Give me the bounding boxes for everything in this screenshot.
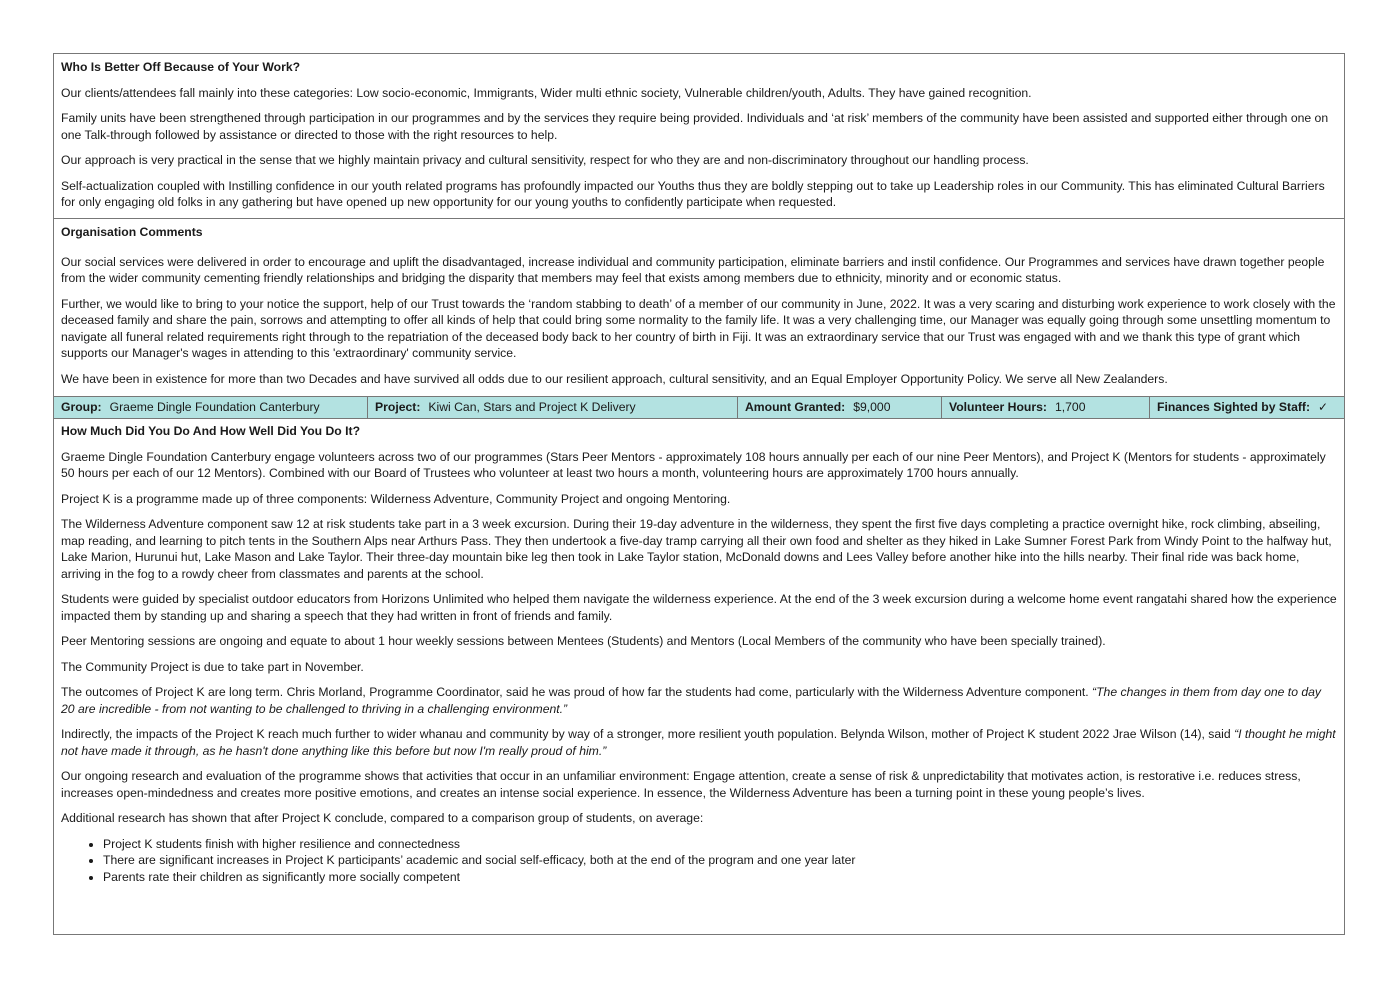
volunteer-hours-value: 1,700 <box>1054 400 1086 415</box>
group-value: Graeme Dingle Foundation Canterbury <box>109 400 320 415</box>
how-much-section <box>54 419 1344 890</box>
paragraph: Project K is a programme made up of three components: Wilderness Adventure, Community Project and ongoing Mentoring. <box>61 491 731 506</box>
paragraph <box>61 684 1337 717</box>
finances-sighted-label: Finances Sighted by Staff: <box>1157 400 1311 415</box>
paragraph: We have been in existence for more than two Decades and have survived all odds due to our resilient approach, cultural sensitivity, and an Equal Employer Opportunity Policy. We serve all New Zealanders. <box>61 371 1168 386</box>
volunteer-hours-label: Volunteer Hours: <box>949 400 1047 415</box>
paragraph: Peer Mentoring sessions are ongoing and equate to about 1 hour weekly sessions between Mentees (Students) and Mentors (Local Members of the community who have been specially trained). <box>61 634 1106 648</box>
paragraph: Students were guided by specialist outdoor educators from Horizons Unlimited who helped them navigate the wilderness experience. At the end of the 3 week excursion during a welcome home event rangatahi shared how the experience impacted them by standing up and sharing a speech that they had written in front of friends and family. <box>61 592 1337 623</box>
list-item: • There are significant increases in Project K participants’ academic and social self-efficacy, both at the end of the program and one year later <box>103 852 1337 869</box>
grant-info-bar <box>54 396 1344 419</box>
paragraph <box>61 726 1337 759</box>
amount-label: Amount Granted: <box>745 400 846 415</box>
report-frame <box>53 53 1345 935</box>
outcomes-list <box>61 836 1337 886</box>
checkmark-icon: ✓ <box>1318 400 1329 415</box>
project-label: Project: <box>375 400 421 415</box>
finances-sighted-cell <box>1150 397 1344 418</box>
paragraph: Our social services were delivered in order to encourage and uplift the disadvantaged, increase individual and community participation, eliminate barriers and instil confidence. Our Programmes and services have drawn together people from the wider community cementing friendly relationships and bridging the disparity that members may feel that exists among members due to ethnicity, minority and or economic status. <box>61 254 1325 285</box>
paragraph: Family units have been strengthened through participation in our programmes and by the services they require being provided. Individuals and ‘at risk’ members of the community have been assisted and supported either through one on one Talk-through followed by assistance or directed to those with the right resources to help. <box>61 111 1329 142</box>
amount-value: $9,000 <box>853 400 891 415</box>
group-label: Group: <box>61 400 102 415</box>
paragraph: Our clients/attendees fall mainly into these categories: Low socio-economic, Immigrants, Wider multi ethnic society, Vulnerable children/youth, Adults. They have gained recognition. <box>61 85 1032 100</box>
project-cell <box>368 397 738 418</box>
section-heading: How Much Did You Do And How Well Did You Do It? <box>61 424 361 438</box>
paragraph: Self-actualization coupled with Instilling confidence in our youth related programs has profoundly impacted our Youths thus they are boldly stepping out to take up Leadership roles in our Community. This has eliminated Cultural Barriers for only engaging old folks in any gathering but have opened up new opportunity for our young youths to confidently participate when requested. <box>61 178 1325 209</box>
list-item: • Parents rate their children as significantly more socially competent <box>103 869 1337 886</box>
paragraph: The Wilderness Adventure component saw 12 at risk students take part in a 3 week excursion. During their 19-day adventure in the wilderness, they spent the first five days completing a practice overnight hike, rock climbing, abseiling, map reading, and learning to pitch tents in the Southern Alps near Arthurs Pass. They then undertook a five-day tramp carrying all their own food and shelter as they hiked in Lake Sumner Forest Park from Windy Point to the halfway hut, Lake Marion, Hurunui hut, Lake Mason and Lake Taylor. Their three-day mountain bike leg then took in Lake Taylor station, McDonald downs and Lees Valley before another hike into the hills nearby. Their final ride was back home, arriving in the fog to a rowdy cheer from classmates and parents at the school. <box>61 517 1332 581</box>
quote: “The changes in them from day one to day 20 are incredible - from not wanting to be challenged to thriving in a challenging environment.” <box>61 685 1322 716</box>
paragraph: Additional research has shown that after Project K conclude, compared to a comparison group of students, on average: <box>61 811 704 825</box>
organisation-comments-section <box>54 219 1344 396</box>
paragraph: The Community Project is due to take part in November. <box>61 659 364 674</box>
section-heading: Organisation Comments <box>61 225 203 239</box>
paragraph-text: Indirectly, the impacts of the Project K reach much further to wider whanau and community by way of a stronger, more resilient youth population. Belynda Wilson, mother of Project K student 2022 Jrae Wilson (14), said <box>61 727 1235 741</box>
paragraph: Our ongoing research and evaluation of the programme shows that activities that occur in an unfamiliar environment: Engage attention, create a sense of risk & unpredictability that motivates action, is restorative i.e. reduces stress, increases open-mindedness and creates more positive emotions, and creates an intense social experience. In essence, the Wilderness Adventure has been a turning point in these young people’s lives. <box>61 769 1301 800</box>
paragraph: Our approach is very practical in the sense that we highly maintain privacy and cultural sensitivity, respect for who they are and non-discriminatory throughout our handling process. <box>61 153 1029 167</box>
quote: “I thought he might not have made it through, as he hasn't done anything like this before but now I'm really proud of him.” <box>61 727 1336 758</box>
section-heading: Who Is Better Off Because of Your Work? <box>61 60 301 74</box>
paragraph: Further, we would like to bring to your notice the support, help of our Trust towards the ‘random stabbing to death’ of a member of our community in June, 2022. It was a very scaring and disturbing work experience to work closely with the deceased family and share the pain, sorrows and attempting to offer all kinds of help that could bring some normality to the family life. It was a very challenging time, our Manager was equally going through some unsettling momentum to navigate all funeral related requirements right through to the repatriation of the deceased body back to her country of birth in Fiji. It was an extraordinary service that our Trust was engaged with and we thank this type of grant which supports our Manager's wages in attending to this 'extraordinary' community service. <box>61 296 1336 360</box>
amount-cell <box>738 397 942 418</box>
list-item: • Project K students finish with higher resilience and connectedness <box>103 836 1337 853</box>
group-cell <box>54 397 368 418</box>
who-better-off-section <box>54 54 1344 219</box>
paragraph-text: The outcomes of Project K are long term. Chris Morland, Programme Coordinator, said he was proud of how far the students had come, particularly with the Wilderness Adventure component. <box>61 685 1093 699</box>
project-value: Kiwi Can, Stars and Project K Delivery <box>428 400 636 415</box>
volunteer-hours-cell <box>942 397 1150 418</box>
paragraph: Graeme Dingle Foundation Canterbury engage volunteers across two of our programmes (Stars Peer Mentors - approximately 108 hours annually per each of our nine Peer Mentors), and Project K (Mentors for students - approximately 50 hours per each of our 12 Mentors). Combined with our Board of Trustees who volunteer at least two hours a month, volunteering hours are approximately 1700 hours annually. <box>61 449 1326 480</box>
